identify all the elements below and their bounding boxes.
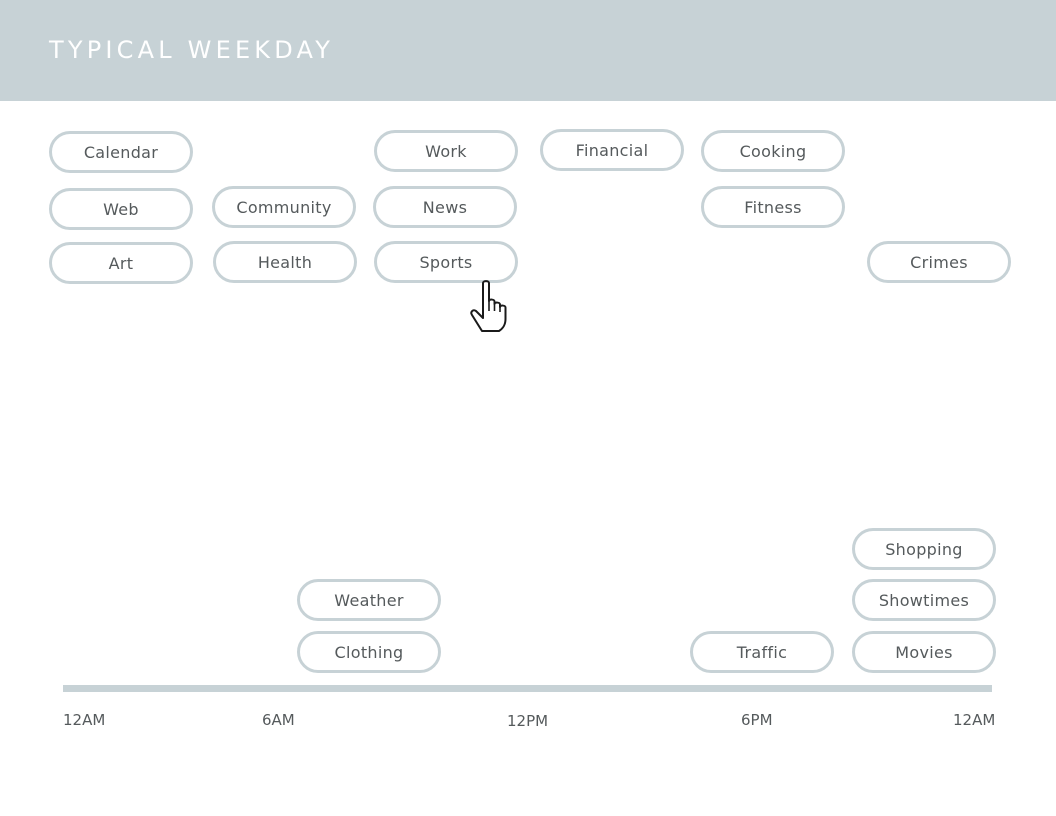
topic-sports[interactable] <box>374 241 518 283</box>
topic-crimes[interactable] <box>867 241 1011 283</box>
topic-label: Traffic <box>736 642 788 662</box>
topic-fitness[interactable] <box>701 186 845 228</box>
topic-label: News <box>422 197 468 217</box>
tick-label-12am-end: 12AM <box>953 711 996 729</box>
topic-community[interactable] <box>212 186 356 228</box>
topic-web[interactable] <box>49 188 193 230</box>
topic-label: Shopping <box>885 539 963 559</box>
topic-movies[interactable] <box>852 631 996 673</box>
topic-weather[interactable] <box>297 579 441 621</box>
topic-news[interactable] <box>373 186 517 228</box>
topic-label: Calendar <box>83 142 159 162</box>
topic-label: Weather <box>334 590 404 610</box>
timeline-axis <box>63 685 992 692</box>
tick-label-12pm: 12PM <box>507 712 549 730</box>
topic-label: Work <box>425 141 467 161</box>
topic-label: Movies <box>895 642 953 662</box>
pointing-hand-icon <box>462 279 514 335</box>
topic-label: Fitness <box>744 197 802 217</box>
topic-clothing[interactable] <box>297 631 441 673</box>
header-bar <box>0 0 1056 101</box>
tick-label-6am: 6AM <box>262 711 295 729</box>
topic-traffic[interactable] <box>690 631 834 673</box>
tick-label-6pm: 6PM <box>741 711 773 729</box>
topic-label: Showtimes <box>878 590 970 610</box>
topic-financial[interactable] <box>540 129 684 171</box>
topic-label: Web <box>103 199 139 219</box>
page-title: TYPICAL WEEKDAY <box>49 36 335 64</box>
topic-health[interactable] <box>213 241 357 283</box>
topic-label: Clothing <box>334 642 404 662</box>
topic-calendar[interactable] <box>49 131 193 173</box>
topic-label: Sports <box>419 252 473 272</box>
topic-label: Art <box>108 253 134 273</box>
topic-label: Financial <box>575 140 649 160</box>
topic-art[interactable] <box>49 242 193 284</box>
topic-shopping[interactable] <box>852 528 996 570</box>
topic-label: Crimes <box>910 252 968 272</box>
topic-label: Health <box>257 252 313 272</box>
topic-work[interactable] <box>374 130 518 172</box>
topic-cooking[interactable] <box>701 130 845 172</box>
topic-label: Cooking <box>739 141 807 161</box>
tick-label-12am-start: 12AM <box>63 711 106 729</box>
topic-showtimes[interactable] <box>852 579 996 621</box>
topic-label: Community <box>236 197 332 217</box>
